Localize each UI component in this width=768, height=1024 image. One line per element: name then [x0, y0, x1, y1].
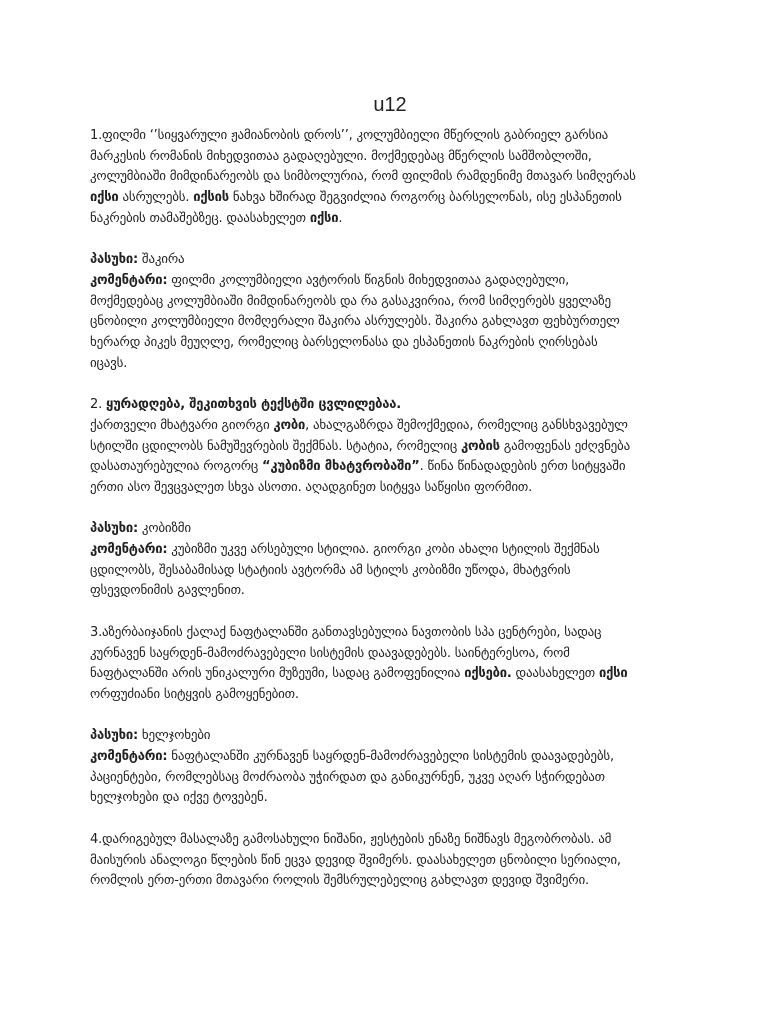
- text-line: 1.ფილმი ‘’სიყვარული ჟამიანობის დროს’’, კოლუმბიელი მწერლის გაბრიელ გარსია: [90, 128, 609, 143]
- bold-term: “კუბიზმი მხატვრობაში”: [262, 459, 420, 475]
- bold-term: იქსი: [90, 190, 119, 206]
- document-title: u12: [373, 94, 407, 116]
- comment-line: [90, 747, 690, 768]
- text-fragment: დასათაურებულია როგორც: [90, 459, 263, 475]
- answer-label: პასუხი:: [90, 252, 138, 268]
- comment-line: [90, 271, 690, 292]
- bold-term: კობი: [273, 417, 306, 433]
- text-line: ხელჯოხები და იქვე ტოვებენ.: [90, 790, 268, 806]
- text-line: [90, 437, 690, 458]
- text-line: მოქმედებაც კოლუმბიაში მიმდინარეობს და რა გასაკვირია, რომ სიმღერებს ყველაზე: [90, 293, 611, 309]
- text-line: იცავს.: [90, 355, 128, 371]
- text-line: ხერარდ პიკეს მეუღლე, რომელიც ბარსელონასა და ესპანეთის ნაკრების ღირსებას: [90, 335, 598, 351]
- text-fragment: , ახალგაზრდა შემოქმედია, რომელიც განსხვავებულ: [305, 417, 628, 433]
- text-line: ორფუძიანი სიტყვის გამოყენებით.: [90, 686, 299, 702]
- answer-1: [90, 250, 690, 374]
- answer-line: [90, 519, 690, 540]
- text-line: 4.დარიგებულ მასალაზე გამოსახული ნიშანი, ჟესტების ენაზე ნიშნავს მეგობრობას. ამ: [90, 831, 612, 847]
- comment-label: კომენტარი:: [90, 542, 168, 558]
- question-4: [90, 830, 690, 892]
- text-fragment: .: [338, 210, 343, 226]
- comment-text: ნაფტალანში კურნავენ საყრდენ-მამოძრავებელი სისტემის დაავადებებს,: [167, 749, 614, 765]
- answer-text: შაკირა: [138, 252, 185, 268]
- text-line: 3.აზერბაიჯანის ქალაქ ნაფტალანში განთავსებულია ნავთობის სპა ცენტრები, სადაც: [90, 624, 602, 640]
- text-line: მარკესის რომანის მიხედვითაა გადაღებული. მოქმედებაც მწერლის სამშობლოში,: [90, 148, 592, 164]
- text-fragment: ნახვა ხშირად შეგვიძლია როგორც ბარსელონას, ისე ესპანეთის: [228, 190, 622, 206]
- comment-line: [90, 540, 690, 561]
- answer-line: [90, 250, 690, 271]
- text-fragment: სტილში ცდილობს ნამუშევრების შექმნას. სტატია, რომელიც: [90, 438, 461, 454]
- bold-term: იქსი: [598, 666, 628, 682]
- text-fragment: გამოფენას ეძღვნება: [499, 438, 630, 454]
- question-number: 2.: [90, 397, 106, 413]
- text-line: მაისურის ანალოგი წლების წინ ეცვა დევიდ შვიმერს. დაასახელეთ ცნობილი სერიალი,: [90, 852, 621, 868]
- text-line: ერთი ასო შევცვალეთ სხვა ასოთი. აღადგინეთ სიტყვა საწყისი ფორმით.: [90, 479, 533, 495]
- question-3: [90, 623, 690, 706]
- text-fragment: ნაკრების თამაშებზეც. დაასახელეთ: [90, 210, 310, 226]
- bold-term: იქსის: [193, 190, 229, 206]
- bold-term: კობის: [460, 438, 500, 454]
- question-1: [90, 126, 690, 230]
- text-fragment: . წინა წინადადების ერთ სიტყვაში: [419, 459, 626, 475]
- text-line: [90, 664, 690, 685]
- answer-label: პასუხი:: [90, 521, 138, 537]
- question-heading: [90, 395, 690, 416]
- bold-term: იქსი: [309, 210, 339, 226]
- text-line: [90, 209, 690, 230]
- answer-2: [90, 519, 690, 602]
- text-line: ცნობილი კოლუმბიელი მომღერალი შაკირა ასრულებს. შაკირა გახლავთ ფეხბურთელ: [90, 314, 620, 330]
- text-line: კოლუმბიაში მიმდინარეობს და სიმბოლურია, რომ ფილმის რამდენიმე მთავარ სიმღერას: [90, 169, 636, 185]
- answer-text: ხელჯოხები: [138, 728, 211, 744]
- comment-text: კუბიზმი უკვე არსებული სტილია. გიორგი კობი ახალი სტილის შექმნას: [167, 542, 600, 558]
- comment-text: ფილმი კოლუმბიელი ავტორის წიგნის მიხედვითაა გადაღებული,: [167, 272, 570, 288]
- text-line: [90, 457, 690, 478]
- comment-label: კომენტარი:: [90, 272, 168, 288]
- text-line: პაციენტები, რომლებსაც მოძრაობა უჭირდათ და განიკურნენ, უკვე აღარ სჭირდებათ: [90, 769, 605, 785]
- text-line: ცდილობს, შესაბამისად სტატიის ავტორმა ამ სტილს კობიზმი უწოდა, მხატვრის: [90, 562, 571, 578]
- answer-label: პასუხი:: [90, 728, 138, 744]
- text-line: კურნავენ საყრდენ-მამოძრავებელი სისტემის დაავადებებს. საინტერესოა, რომ: [90, 645, 570, 661]
- document-page: [90, 92, 690, 913]
- question-2: [90, 395, 690, 499]
- text-line: [90, 188, 690, 209]
- answer-text: კობიზმი: [138, 521, 191, 537]
- text-line: ფსევდონიმის გავლენით.: [90, 583, 245, 599]
- text-line: [90, 416, 690, 437]
- answer-line: [90, 726, 690, 747]
- attention-note: ყურადღება, შეკითხვის ტექსტში ცვლილებაა.: [105, 397, 402, 413]
- text-fragment: ქართველი მხატვარი გიორგი: [90, 417, 274, 433]
- comment-label: კომენტარი:: [90, 749, 168, 765]
- text-line: რომლის ერთ-ერთი მთავარი როლის შემსრულებელიც გახლავთ დევიდ შვიმერი.: [90, 873, 589, 889]
- text-fragment: ასრულებს.: [118, 190, 194, 206]
- answer-3: [90, 726, 690, 809]
- text-fragment: დაასახელეთ: [511, 666, 599, 682]
- text-fragment: ნაფტალანში არის უნიკალური მუზეუმი, სადაც გამოფენილია: [90, 666, 465, 682]
- bold-term: იქსები.: [464, 666, 512, 682]
